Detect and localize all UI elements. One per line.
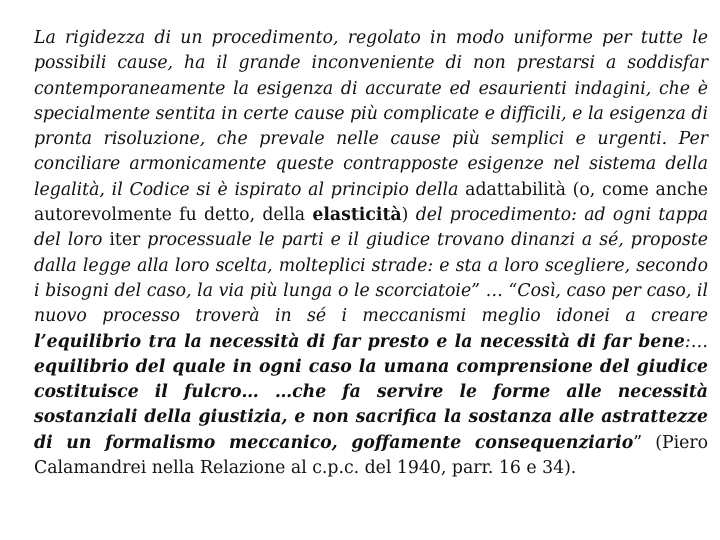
emphasis-equilibrio-giudice: equilibrio del quale in ogni caso la umana comprensione del giudice costituisce il fulcro… …che fa servire le forme alle necessità sostanziali della giustizia, e non sacrifica la sostanza alle astrattezze di un formalismo meccanico, goffamente consequenziario [34, 356, 708, 453]
text-segment: ) [401, 205, 416, 226]
text-segment: del procedimento: ad ogni tappa del loro [34, 205, 708, 251]
text-segment: :… [684, 331, 708, 352]
text-segment: adattabilità (o, come anche autorevolmente fu detto, della [34, 179, 708, 226]
citation-text: ” (Piero Calamandrei nella Relazione al c.p.c. del 1940, parr. 16 e 34). [34, 432, 708, 479]
quote-paragraph [34, 26, 708, 481]
emphasis-equilibrio: l’equilibrio tra la necessità di far presto e la necessità di far bene [34, 331, 685, 352]
text-segment: La rigidezza di un procedimento, regolato in modo uniforme per tutte le possibili cause, ha il grande inconveniente di non prestarsi a soddisfar contemporaneamente la esigenza di accurate ed esaurienti indagini, che è specialmente sentita in certe cause più complicate e difficili, e la esigenza di pronta risoluzione, che prevale nelle cause più semplici e urgenti. Per conciliare armonicamente queste contrapposte esigenze nel sistema della legalità, il Codice si è ispirato al principio della [34, 28, 708, 200]
bold-term-elasticita: elasticità [312, 205, 402, 226]
text-segment: processuale le parti e il giudice trovano dinanzi a sé, proposte dalla legge alla loro scelta, molteplici strade: e sta a loro scegliere, secondo i bisogni del caso, la via più lunga o le scorciatoie” … “Così, caso per caso, il nuovo processo troverà in sé i meccanismi meglio idonei a creare [34, 230, 708, 327]
text-segment: iter [109, 230, 148, 251]
